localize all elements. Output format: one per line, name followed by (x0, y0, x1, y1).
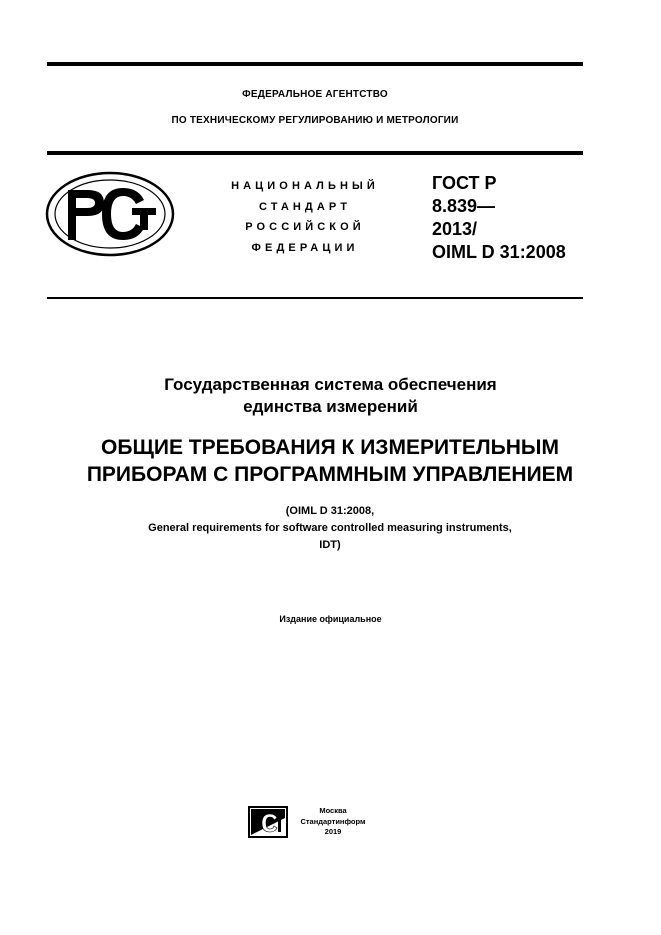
english-line: (OIML D 31:2008, (285, 505, 375, 517)
title-line: ОБЩИЕ ТРЕБОВАНИЯ К ИЗМЕРИТЕЛЬНЫМ (101, 436, 559, 459)
publisher-year: 2019 (324, 827, 342, 836)
standard-designation (432, 172, 592, 264)
title-line: ПРИБОРАМ С ПРОГРАММНЫМ УПРАВЛЕНИЕМ (86, 463, 574, 486)
designation-line: OIML D 31:2008 (432, 242, 566, 262)
designation-line: 8.839— (432, 196, 496, 216)
designation-line: ГОСТ Р (432, 173, 497, 193)
subtitle-line: единства измерений (243, 397, 418, 416)
national-standard-line: РОССИЙСКОЙ (245, 221, 365, 233)
national-standard-line: НАЦИОНАЛЬНЫЙ (231, 180, 379, 192)
top-rule (47, 62, 583, 66)
english-line: General requirements for software controlled measuring instruments, (148, 522, 512, 534)
agency-line-2: ПО ТЕХНИЧЕСКОМУ РЕГУЛИРОВАНИЮ И МЕТРОЛОГИИ (171, 115, 459, 126)
agency-line-1: ФЕДЕРАЛЬНОЕ АГЕНТСТВО (242, 89, 388, 100)
header-rule (47, 151, 583, 155)
gost-r-logo-icon (44, 170, 176, 258)
designation-line: 2013/ (432, 219, 478, 239)
publisher-city: Москва (319, 806, 347, 815)
document-title (30, 434, 630, 488)
english-reference (30, 503, 630, 554)
national-standard-line: СТАНДАРТ (258, 200, 352, 213)
standartinform-logo-icon (248, 806, 288, 838)
publisher-name: Стандартинформ (300, 816, 366, 826)
national-standard-line: ФЕДЕРАЦИИ (251, 241, 359, 254)
national-standard-label (205, 176, 405, 258)
document-subtitle (47, 374, 614, 418)
block-rule (47, 297, 583, 299)
english-line: IDT) (319, 539, 341, 551)
publisher-info (293, 806, 373, 838)
subtitle-line: Государственная система обеспечения (164, 375, 497, 394)
edition-label: Издание официальное (279, 614, 382, 624)
